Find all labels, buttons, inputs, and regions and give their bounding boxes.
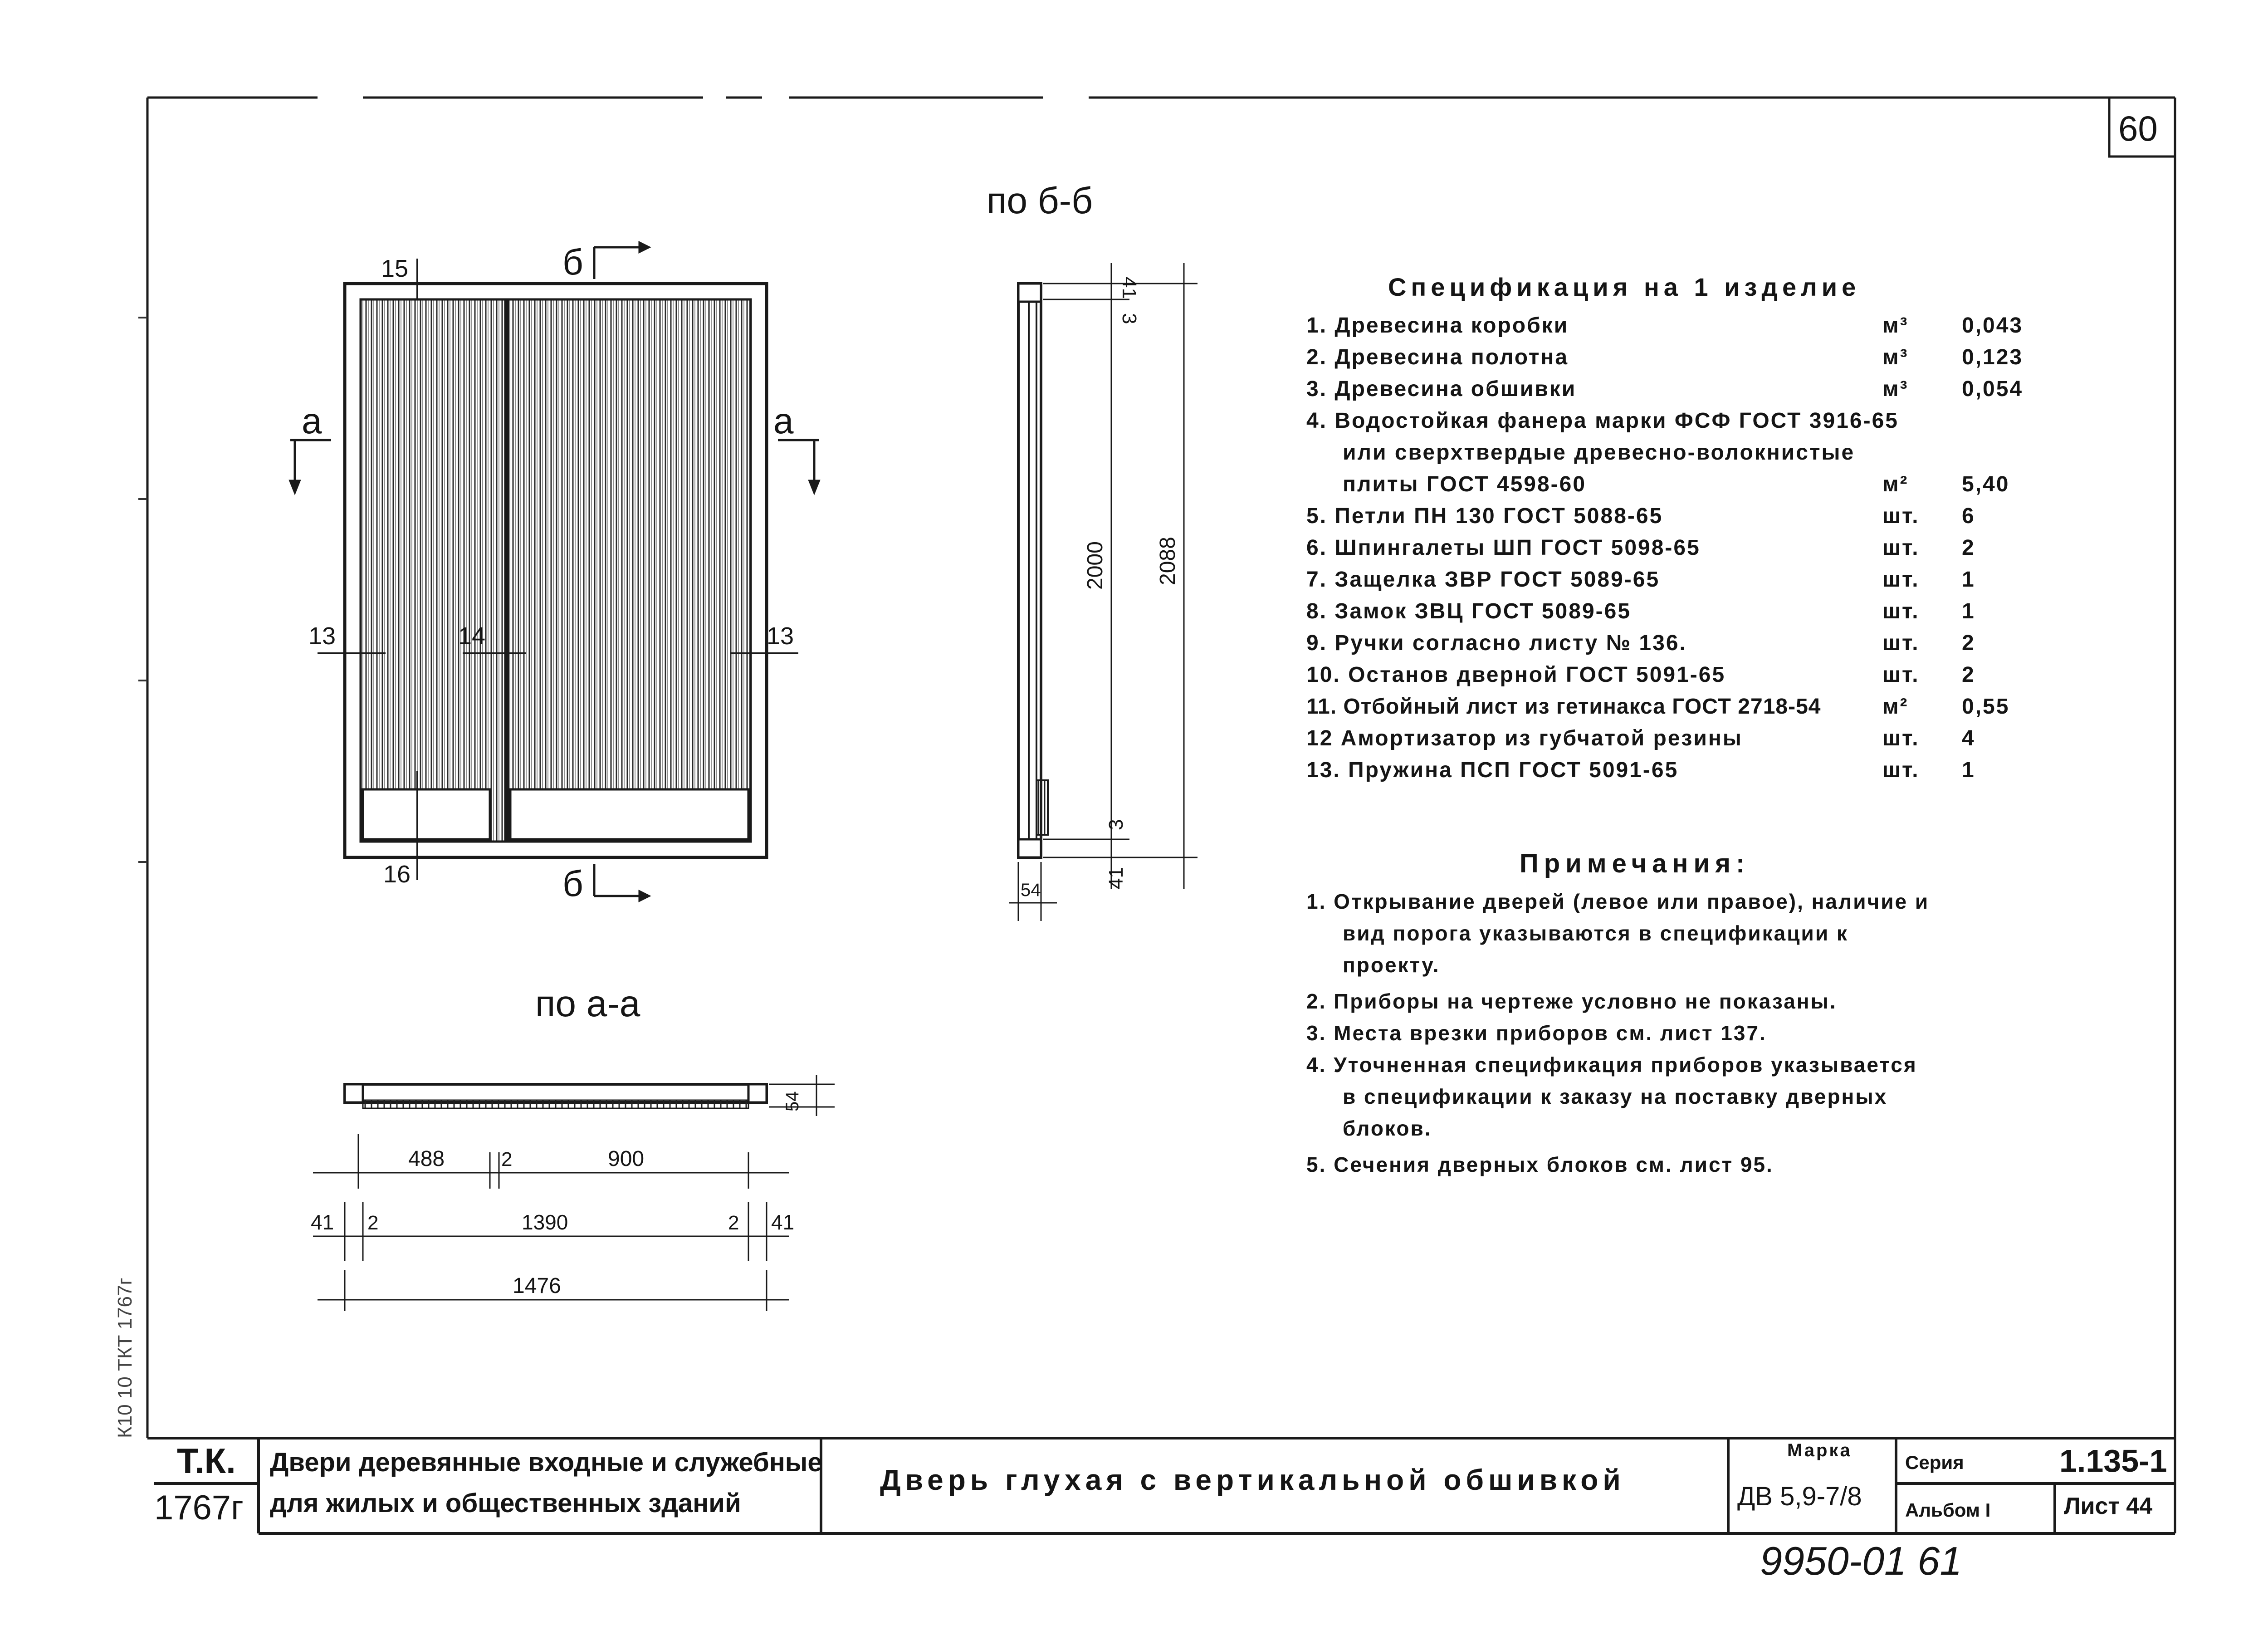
section-a-dim-2-right: 2 [728, 1212, 739, 1234]
section-a-dim-488: 488 [408, 1147, 445, 1171]
section-a-dim-2-left: 2 [367, 1212, 379, 1234]
spec-item-text: 10. Останов дверной ГОСТ 5091-65 [1306, 663, 1726, 687]
spec-item-text: 13. Пружина ПСП ГОСТ 5091-65 [1306, 758, 1679, 782]
section-a-dim-54: 54 [782, 1091, 802, 1111]
note-line: 4. Уточненная спецификация приборов указывается [1306, 1053, 1917, 1077]
door-front-view [345, 284, 767, 857]
spec-item-unit: шт. [1882, 568, 1920, 592]
spec-item-qty: 0,043 [1962, 313, 2024, 338]
spec-item-qty: 0,054 [1962, 377, 2024, 401]
spec-item [1306, 662, 2087, 694]
kick-plate-left [363, 789, 490, 839]
section-a-dim-41-left: 41 [311, 1210, 334, 1234]
note-line: в спецификации к заказу на поставку дверных [1343, 1085, 1888, 1108]
spec-item-unit: м³ [1882, 377, 1909, 401]
bottom-number: 9950-01 61 [1760, 1538, 1962, 1583]
spec-item-qty: 5,40 [1962, 472, 2010, 496]
title-block-album-label: Альбом I [1905, 1499, 1991, 1521]
spec-item-text: 1. Древесина коробки [1306, 313, 1569, 338]
spec-item-text: 11. Отбойный лист из гетинакса ГОСТ 2718-54 [1306, 695, 1821, 719]
section-mark-b-top: б [562, 242, 583, 282]
note-line: 1. Открывание дверей (левое или правое), наличие и [1306, 890, 1930, 913]
spec-item-unit: м³ [1882, 345, 1909, 369]
spec-item [1306, 504, 2087, 535]
callout-13-right: 13 [767, 622, 794, 650]
spec-item-continuation [1343, 440, 2087, 472]
door-leaf-left [361, 299, 506, 842]
note-line: 2. Приборы на чертеже условно не показаны. [1306, 989, 1837, 1013]
section-mark-a-right: а [773, 401, 794, 441]
title-block-project-line1: Двери деревянные входные и служебные [270, 1448, 822, 1477]
spec-item-text: 6. Шпингалеты ШП ГОСТ 5098-65 [1306, 536, 1701, 560]
section-b-dim-2000: 2000 [1083, 541, 1107, 590]
section-a-drawing [313, 1075, 835, 1311]
callout-16: 16 [383, 861, 411, 888]
spec-item-qty: 0,55 [1962, 695, 2010, 719]
section-b-title: по б-б [987, 180, 1093, 221]
spec-item-qty: 1 [1962, 758, 1975, 782]
spec-item-text: 4. Водостойкая фанера марки ФСФ ГОСТ 3916-65 [1306, 409, 1899, 433]
section-b-drawing [1009, 263, 1198, 921]
spec-item-text: 3. Древесина обшивки [1306, 377, 1577, 401]
spec-item [1306, 408, 2087, 440]
section-mark-a-left: а [302, 401, 322, 441]
spec-item-qty: 2 [1962, 631, 1975, 655]
callout-15: 15 [381, 255, 409, 282]
section-a-title: по а-а [535, 983, 640, 1024]
spec-item-unit: шт. [1882, 758, 1920, 782]
spec-item-text: 2. Древесина полотна [1306, 345, 1569, 369]
title-block-drawing-title: Дверь глухая с вертикальной обшивкой [880, 1464, 1625, 1496]
left-margin-marks [138, 318, 147, 862]
spec-item-qty: 2 [1962, 536, 1975, 560]
spec-item [1306, 567, 2087, 599]
spec-item-unit: шт. [1882, 599, 1920, 623]
left-margin-text: К10 10 ТКТ 1767г [114, 1278, 136, 1438]
section-b-dim-54: 54 [1021, 880, 1041, 900]
spec-item-text: 7. Защелка ЗВР ГОСТ 5089-65 [1306, 568, 1660, 592]
spec-item [1306, 631, 2087, 662]
spec-item [1306, 758, 2087, 789]
specification-title: Спецификация на 1 изделие [1388, 273, 1861, 301]
spec-item [1306, 377, 2087, 408]
note-line: 5. Сечения дверных блоков см. лист 95. [1306, 1153, 1774, 1176]
title-block-sheet-label: Лист 44 [2064, 1493, 2153, 1519]
title-block-tk-label: Т.К. [177, 1441, 236, 1481]
note-line: 3. Места врезки приборов см. лист 137. [1306, 1021, 1767, 1045]
note-line: проекту. [1343, 953, 1440, 977]
section-a-dim-1476: 1476 [513, 1274, 561, 1298]
spec-item-qty: 1 [1962, 568, 1975, 592]
section-a-dim-900: 900 [608, 1147, 645, 1171]
door-leaf-right [508, 299, 751, 842]
title-block-marka-label: Марка [1787, 1440, 1852, 1460]
section-b-dim-41-bottom: 41 [1105, 867, 1127, 889]
section-b-dim-41-top: 41 [1118, 277, 1140, 299]
spec-item-text: 5. Петли ПН 130 ГОСТ 5088-65 [1306, 504, 1663, 528]
section-mark-b-bottom: б [562, 863, 583, 904]
section-b-dim-3-top: 3 [1118, 313, 1140, 324]
spec-item-unit: шт. [1882, 504, 1920, 528]
kick-plate-right [510, 789, 748, 839]
spec-item [1306, 535, 2087, 567]
section-a-dim-1390: 1390 [522, 1210, 568, 1234]
spec-item-text: или сверхтвердые древесно-волокнистые [1343, 441, 1855, 465]
spec-item-text: 9. Ручки согласно листу № 136. [1306, 631, 1687, 655]
note-line: вид порога указываются в спецификации к [1343, 921, 1848, 945]
spec-item [1306, 345, 2087, 377]
spec-item-text: 12 Амортизатор из губчатой резины [1306, 726, 1743, 750]
spec-item-unit: шт. [1882, 663, 1920, 687]
notes-title: Примечания: [1520, 849, 1750, 878]
spec-item-unit: шт. [1882, 536, 1920, 560]
title-block-marka-value: ДВ 5,9-7/8 [1737, 1482, 1862, 1511]
spec-item-qty: 2 [1962, 663, 1975, 687]
title-block-seria-label: Серия [1905, 1452, 1964, 1473]
spec-item [1306, 694, 2087, 726]
spec-item [1306, 472, 2087, 504]
callout-13-left: 13 [308, 622, 336, 650]
section-a-dim-2-mid: 2 [501, 1148, 513, 1170]
spec-item-qty: 6 [1962, 504, 1975, 528]
note-line: блоков. [1343, 1116, 1432, 1140]
spec-item-unit: м³ [1882, 313, 1909, 338]
spec-item-qty: 1 [1962, 599, 1975, 623]
spec-item [1306, 726, 2087, 758]
spec-item-unit: шт. [1882, 631, 1920, 655]
spec-item-qty: 4 [1962, 726, 1975, 750]
callout-14: 14 [458, 622, 486, 650]
spec-item-text: плиты ГОСТ 4598-60 [1343, 472, 1587, 496]
page-number: 60 [2118, 108, 2158, 148]
section-a-dim-41-right: 41 [771, 1210, 795, 1234]
section-b-dim-3-bottom: 3 [1105, 819, 1127, 830]
spec-item [1306, 599, 2087, 631]
spec-item-unit: м² [1882, 472, 1909, 496]
title-block-project-line2: для жилых и общественных зданий [270, 1488, 741, 1518]
title-block-tk-number: 1767г [154, 1488, 244, 1527]
spec-item [1306, 313, 2087, 345]
spec-item-unit: шт. [1882, 726, 1920, 750]
spec-item-qty: 0,123 [1962, 345, 2024, 369]
spec-item-unit: м² [1882, 695, 1909, 719]
section-b-dim-2088: 2088 [1156, 537, 1180, 585]
spec-item-text: 8. Замок ЗВЦ ГОСТ 5089-65 [1306, 599, 1632, 623]
title-block-seria-value: 1.135-1 [2059, 1443, 2167, 1479]
